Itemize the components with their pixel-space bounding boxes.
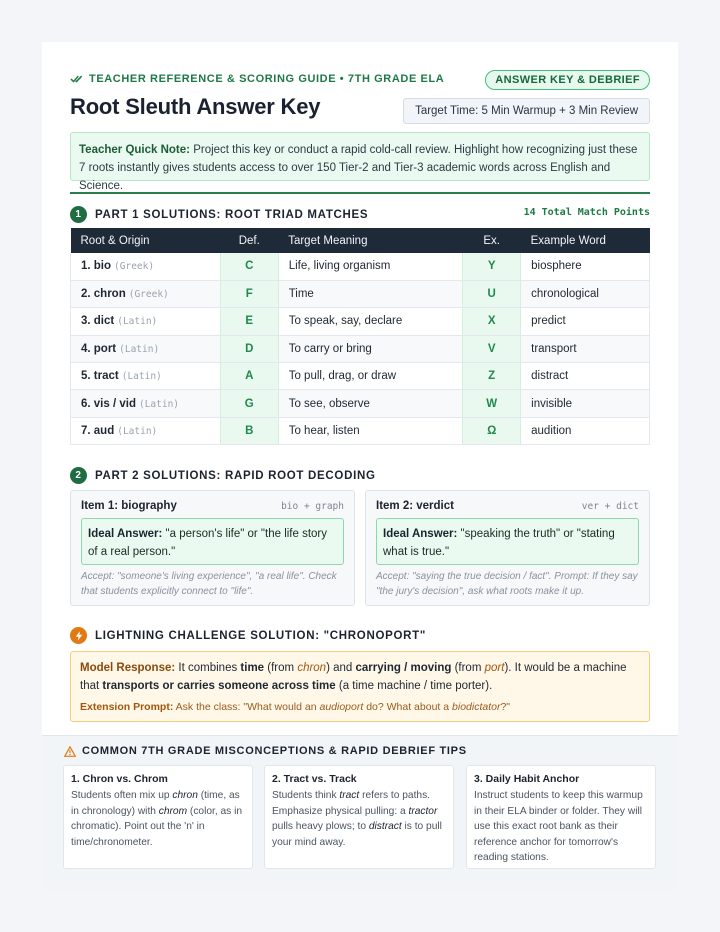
target-meaning: To pull, drag, or draw xyxy=(278,363,463,390)
text-run: (from xyxy=(451,662,485,674)
example-letter: Z xyxy=(463,363,521,390)
text-run: It combines xyxy=(175,662,241,674)
double-check-icon xyxy=(70,72,83,85)
example-letter: W xyxy=(463,390,521,417)
target-meaning: To see, observe xyxy=(278,390,463,417)
root-origin: (Latin) xyxy=(117,316,158,328)
tip-body xyxy=(71,788,245,850)
example-word: transport xyxy=(521,335,650,362)
example-word: chronological xyxy=(521,280,650,307)
root-name: 2. chron xyxy=(81,288,126,301)
root-name: 7. aud xyxy=(81,425,115,438)
text-run: is to pull your mind away. xyxy=(272,821,442,848)
tip-title: 2. Tract vs. Track xyxy=(272,773,357,785)
root-origin: (Latin) xyxy=(121,371,162,383)
part1-heading xyxy=(70,206,368,223)
table-row xyxy=(71,417,650,444)
root-cell xyxy=(71,335,221,362)
column-header: Def. xyxy=(220,228,278,253)
bold-run: time xyxy=(240,662,265,674)
decoding-item-2 xyxy=(365,490,650,606)
answer-key-page xyxy=(42,42,678,890)
part2-number-badge: 2 xyxy=(70,467,87,484)
page-title: Root Sleuth Answer Key xyxy=(70,94,321,119)
text-run: ?" xyxy=(500,701,511,713)
target-time-box: Target Time: 5 Min Warmup + 3 Min Review xyxy=(403,98,650,124)
root-name: 3. dict xyxy=(81,315,115,328)
ideal-label: Ideal Answer: xyxy=(383,528,458,540)
table-row xyxy=(71,280,650,307)
root-origin: (Latin) xyxy=(119,343,160,355)
text-run: do? What about a xyxy=(363,701,453,713)
example-word: biosphere xyxy=(521,253,650,280)
root-cell xyxy=(71,253,221,280)
table-row xyxy=(71,308,650,335)
header-divider xyxy=(70,192,650,194)
definition-letter: G xyxy=(220,390,278,417)
text-run: ). It would be a machine that xyxy=(80,662,627,692)
answer-key-badge: ANSWER KEY & DEBRIEF xyxy=(485,70,650,90)
root-name: 4. port xyxy=(81,342,117,355)
definition-letter: D xyxy=(220,335,278,362)
italic-run: chron xyxy=(172,790,198,801)
root-origin: (Latin) xyxy=(138,398,180,410)
part2-title: PART 2 SOLUTIONS: RAPID ROOT DECODING xyxy=(95,469,376,482)
italic-run: audioport xyxy=(319,701,364,713)
warning-icon xyxy=(64,746,76,757)
bold-run: transports or carries someone across time xyxy=(102,680,336,692)
root-name: 1. bio xyxy=(81,260,112,273)
example-word: predict xyxy=(521,308,650,335)
root-cell xyxy=(71,417,221,444)
target-meaning: To carry or bring xyxy=(278,335,463,362)
text-run: (color, as in chromatic). Point out the 'n' in time/chronometer. xyxy=(71,805,243,848)
accept-note: Accept: "someone's living experience", "a real life". Check that students explicitly connect to "life". xyxy=(81,571,337,597)
root-name: 5. tract xyxy=(81,370,119,383)
note-text: Project this key or conduct a rapid cold-call review. Highlight how recognizing just these 7 roots instantly gives students access to over 150 Tier-2 and Tier-3 academic words across English and Science. xyxy=(79,144,638,192)
root-cell xyxy=(71,363,221,390)
guide-kicker xyxy=(70,72,444,85)
definition-letter: C xyxy=(220,253,278,280)
part1-number-badge: 1 xyxy=(70,206,87,223)
kicker-text: TEACHER REFERENCE & SCORING GUIDE • 7TH GRADE ELA xyxy=(89,72,445,85)
example-letter: U xyxy=(463,280,521,307)
text-run: Students think xyxy=(272,790,340,801)
root-cell xyxy=(71,308,221,335)
text-run: Students often mix up xyxy=(71,790,173,801)
italic-run: tract xyxy=(339,790,360,801)
model-response-label: Model Response: xyxy=(80,662,176,674)
text-run: (time, as in chronology) with xyxy=(71,790,240,817)
root-emphasis: chron xyxy=(297,662,327,674)
target-meaning: To hear, listen xyxy=(278,417,463,444)
ideal-answer-box xyxy=(81,518,344,565)
example-word: invisible xyxy=(521,390,650,417)
root-emphasis: port xyxy=(484,662,505,674)
decoding-item-1 xyxy=(70,490,355,606)
root-cell xyxy=(71,390,221,417)
text-run: pulls heavy plows; to xyxy=(272,821,369,832)
example-word: distract xyxy=(521,363,650,390)
teacher-quick-note xyxy=(70,132,650,192)
item-title: Item 1: biography xyxy=(81,500,177,512)
target-meaning: Time xyxy=(278,280,463,307)
column-header: Target Meaning xyxy=(278,228,463,253)
italic-run: chrom xyxy=(158,805,188,817)
root-matches-table xyxy=(70,228,650,445)
root-cell xyxy=(71,280,221,307)
item-title: Item 2: verdict xyxy=(376,500,454,512)
lightning-title: LIGHTNING CHALLENGE SOLUTION: "CHRONOPORT" xyxy=(95,629,426,642)
table-row xyxy=(71,390,650,417)
note-label: Teacher Quick Note: xyxy=(79,144,190,156)
text-run: refers to paths. Emphasize physical pulling: a xyxy=(272,790,431,817)
lightning-heading xyxy=(70,627,426,644)
root-origin: (Latin) xyxy=(117,426,158,438)
total-points-label: 14 Total Match Points xyxy=(523,207,650,218)
italic-run: biodictator xyxy=(452,701,501,713)
text-run: ) and xyxy=(326,662,356,674)
target-meaning: Life, living organism xyxy=(278,253,463,280)
table-row xyxy=(71,335,650,362)
table-row xyxy=(71,253,650,280)
part1-title: PART 1 SOLUTIONS: ROOT TRIAD MATCHES xyxy=(95,208,369,221)
lightning-solution-box xyxy=(70,651,650,722)
definition-letter: A xyxy=(220,363,278,390)
accept-note: Accept: "saying the true decision / fact". Prompt: If they say "the jury's decision", ask what roots make it up. xyxy=(376,571,638,597)
example-letter: V xyxy=(463,335,521,362)
italic-run: tractor xyxy=(408,805,438,817)
target-meaning: To speak, say, declare xyxy=(278,308,463,335)
ideal-text: "a person's life" or "the life story of a real person." xyxy=(88,528,328,558)
misconceptions-heading xyxy=(64,745,467,757)
tip-body: Instruct students to keep this warmup in their ELA binder or folder. They will use this exact root bank as their reference anchor for tomorrow's reading stations. xyxy=(474,790,643,863)
extension-label: Extension Prompt: xyxy=(80,701,174,713)
root-origin: (Greek) xyxy=(114,261,155,273)
definition-letter: E xyxy=(220,308,278,335)
italic-run: distract xyxy=(368,821,402,832)
model-response xyxy=(80,659,640,695)
item-roots: ver + dict xyxy=(581,501,639,512)
definition-letter: F xyxy=(220,280,278,307)
root-name: 6. vis / vid xyxy=(81,397,136,410)
bold-run: carrying / moving xyxy=(355,662,452,674)
tip-card-2 xyxy=(264,765,454,869)
column-header: Root & Origin xyxy=(71,228,221,253)
item-roots: bio + graph xyxy=(281,501,344,512)
column-header: Example Word xyxy=(521,228,650,253)
column-header: Ex. xyxy=(463,228,521,253)
lightning-bolt-icon xyxy=(70,627,87,644)
ideal-answer-box xyxy=(376,518,639,565)
ideal-label: Ideal Answer: xyxy=(88,528,163,540)
misconceptions-section xyxy=(42,735,678,890)
example-letter: X xyxy=(463,308,521,335)
root-origin: (Greek) xyxy=(128,289,169,301)
tip-title: 3. Daily Habit Anchor xyxy=(474,773,580,785)
ideal-text: "speaking the truth" or "stating what is true." xyxy=(383,528,615,558)
definition-letter: B xyxy=(220,417,278,444)
text-run: (from xyxy=(264,662,298,674)
text-run: (a time machine / time porter). xyxy=(335,680,493,692)
tip-body xyxy=(272,788,446,850)
table-header-row xyxy=(71,228,650,253)
extension-prompt xyxy=(80,698,640,716)
part2-heading xyxy=(70,467,376,484)
example-letter: Y xyxy=(463,253,521,280)
example-word: audition xyxy=(521,417,650,444)
tip-card-1 xyxy=(63,765,253,869)
tip-card-3 xyxy=(466,765,656,869)
text-run: Ask the class: "What would an xyxy=(173,701,320,713)
misconceptions-title: COMMON 7TH GRADE MISCONCEPTIONS & RAPID DEBRIEF TIPS xyxy=(82,745,467,757)
tip-title: 1. Chron vs. Chrom xyxy=(71,773,168,785)
table-row xyxy=(71,363,650,390)
example-letter: Ω xyxy=(463,417,521,444)
